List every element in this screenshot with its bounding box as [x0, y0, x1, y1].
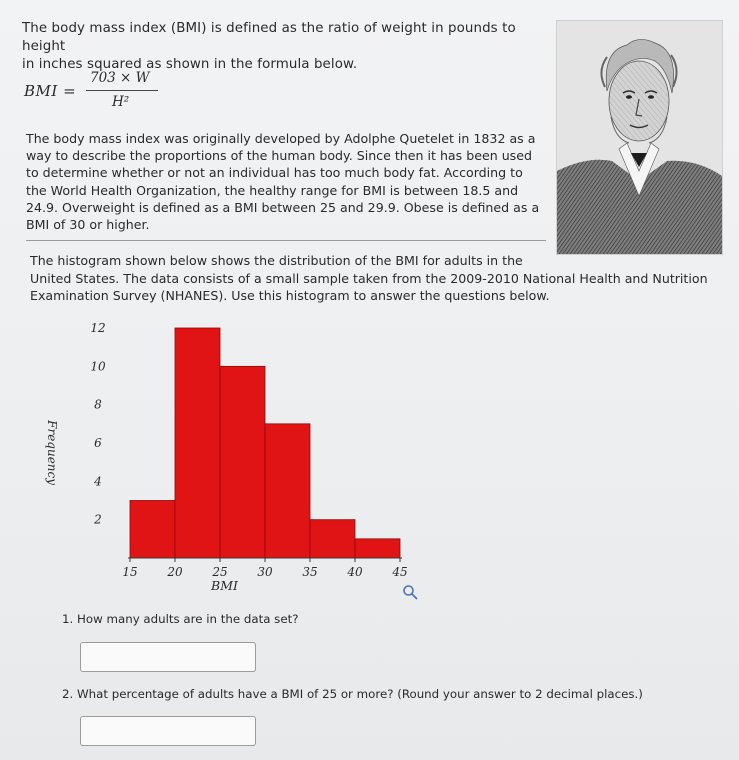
- formula-denominator: H²: [112, 94, 130, 110]
- y-axis-label: Frequency: [45, 420, 59, 486]
- y-tick-label: 2: [94, 512, 102, 527]
- histogram-intro: [30, 252, 720, 305]
- histogram-intro-line: United States. The data consists of a small sample taken from the 2009-2010 National Health and Nutrition: [30, 270, 708, 286]
- question-1-answer-input[interactable]: [80, 642, 256, 672]
- x-tick-label: 25: [212, 565, 228, 579]
- paragraph-line: 24.9. Overweight is defined as a BMI between 25 and 29.9. Obese is defined as a: [26, 199, 540, 215]
- quetelet-paragraph: [26, 130, 548, 233]
- intro-text: [22, 20, 552, 74]
- histogram-bar: [175, 328, 220, 558]
- x-tick-label: 30: [257, 565, 273, 579]
- y-tick-label: 12: [90, 321, 106, 335]
- question-1-label: 1. How many adults are in the data set?: [62, 612, 299, 626]
- histogram-bar: [130, 501, 175, 559]
- y-tick-label: 4: [94, 474, 102, 489]
- intro-line-1: The body mass index (BMI) is defined as the ratio of weight in pounds to height: [22, 21, 516, 54]
- x-tick-label: 35: [302, 565, 318, 579]
- y-tick-label: 8: [94, 397, 102, 412]
- x-axis-label: BMI: [211, 578, 238, 593]
- histogram-svg: [30, 310, 450, 600]
- quetelet-portrait: [556, 20, 723, 255]
- x-tick-label: 45: [392, 565, 408, 579]
- x-tick-label: 40: [347, 565, 363, 579]
- formula-numerator: 703 × W: [90, 70, 150, 86]
- paragraph-line: way to describe the proportions of the human body. Since then it has been used: [26, 148, 532, 164]
- y-tick-label: 6: [94, 436, 102, 450]
- intro-line-2: in inches squared as shown in the formula below.: [22, 57, 358, 72]
- histogram-bar: [355, 539, 400, 558]
- magnifier-icon[interactable]: [402, 584, 418, 600]
- histogram-intro-line: The histogram shown below shows the distribution of the BMI for adults in the: [30, 253, 523, 268]
- paragraph-line: the World Health Organization, the healthy range for BMI is between 18.5 and: [26, 182, 519, 198]
- paragraph-line: to determine whether or not an individual has too much body fat. According to: [26, 165, 523, 181]
- bmi-formula: [24, 72, 184, 114]
- section-divider: [26, 240, 546, 241]
- formula-lhs: BMI =: [24, 82, 77, 100]
- histogram-bar: [220, 366, 265, 558]
- portrait-engraving: [557, 21, 722, 254]
- paragraph-line: BMI of 30 or higher.: [26, 217, 150, 233]
- y-tick-label: 10: [90, 359, 106, 374]
- histogram-intro-line: Examination Survey (NHANES). Use this histogram to answer the questions below.: [30, 288, 550, 303]
- histogram-bar: [265, 424, 310, 558]
- x-tick-label: 20: [167, 565, 183, 579]
- x-tick-label: 15: [122, 565, 138, 579]
- question-2-answer-input[interactable]: [80, 716, 256, 746]
- bmi-histogram: [30, 310, 450, 600]
- histogram-bar: [310, 520, 355, 558]
- fraction-bar: [86, 90, 158, 91]
- question-2-label: 2. What percentage of adults have a BMI of 25 or more? (Round your answer to 2 decimal places.): [62, 687, 643, 701]
- paragraph-line: The body mass index was originally developed by Adolphe Quetelet in 1832 as a: [26, 131, 536, 146]
